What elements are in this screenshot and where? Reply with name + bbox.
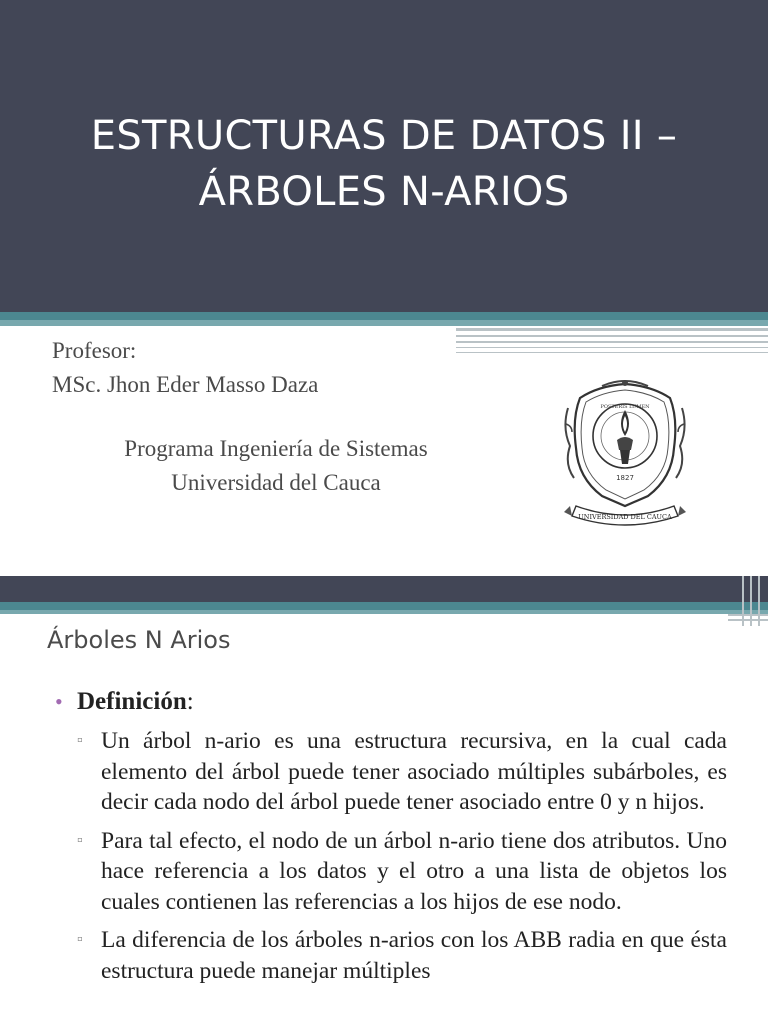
content-slide (0, 576, 768, 1024)
seal-icon (562, 378, 688, 528)
professor-label: Profesor: (52, 338, 137, 363)
slide-content (55, 686, 727, 986)
sub-bullet-2 (77, 826, 727, 918)
sub-bullet-text: Para tal efecto, el nodo de un árbol n-ario tiene dos atributos. Uno hace referencia a los datos y el otro a una lista de objetos los cuales contienen las referencias a los hijos de ese nodo. (101, 827, 727, 915)
main-title-line-2: ÁRBOLES N-ARIOS (198, 169, 570, 215)
bullet-definicion (55, 686, 727, 718)
university-name: Universidad del Cauca (171, 470, 381, 495)
sub-bullet-3 (77, 925, 727, 986)
square-bullet-icon: ▫ (77, 732, 83, 749)
square-bullet-icon: ▫ (77, 931, 83, 948)
svg-text:1827: 1827 (616, 474, 634, 482)
svg-text:POSTERIS LUMEN: POSTERIS LUMEN (600, 404, 650, 410)
sub-bullet-text: La diferencia de los árboles n-arios con los ABB radia en que ésta estructura puede manejar múltiples (101, 927, 727, 984)
university-seal-logo (562, 378, 688, 528)
section-title: Árboles N Arios (47, 626, 231, 654)
square-bullet-icon: ▫ (77, 831, 83, 849)
sub-bullet-text: Un árbol n-ario es una estructura recursiva, en la cual cada elemento del árbol puede tener asociado múltiples subárboles, es decir cada nodo del árbol puede tener asociado entre 0 y n hijos. (101, 728, 727, 815)
sub-bullet-1 (77, 726, 727, 818)
content-header-band (0, 576, 768, 602)
main-title-line-1: ESTRUCTURAS DE DATOS II – (90, 113, 678, 159)
program-name: Programa Ingeniería de Sistemas (124, 436, 428, 461)
bullet-term-suffix: : (186, 688, 194, 715)
program-block (58, 432, 494, 500)
professor-name: MSc. Jhon Eder Masso Daza (52, 372, 319, 397)
bullet-dot-icon: • (55, 689, 63, 714)
main-title (0, 108, 768, 220)
professor-block (52, 334, 318, 402)
bullet-term: Definición (77, 688, 187, 715)
svg-text:UNIVERSIDAD DEL CAUCA: UNIVERSIDAD DEL CAUCA (578, 513, 672, 521)
